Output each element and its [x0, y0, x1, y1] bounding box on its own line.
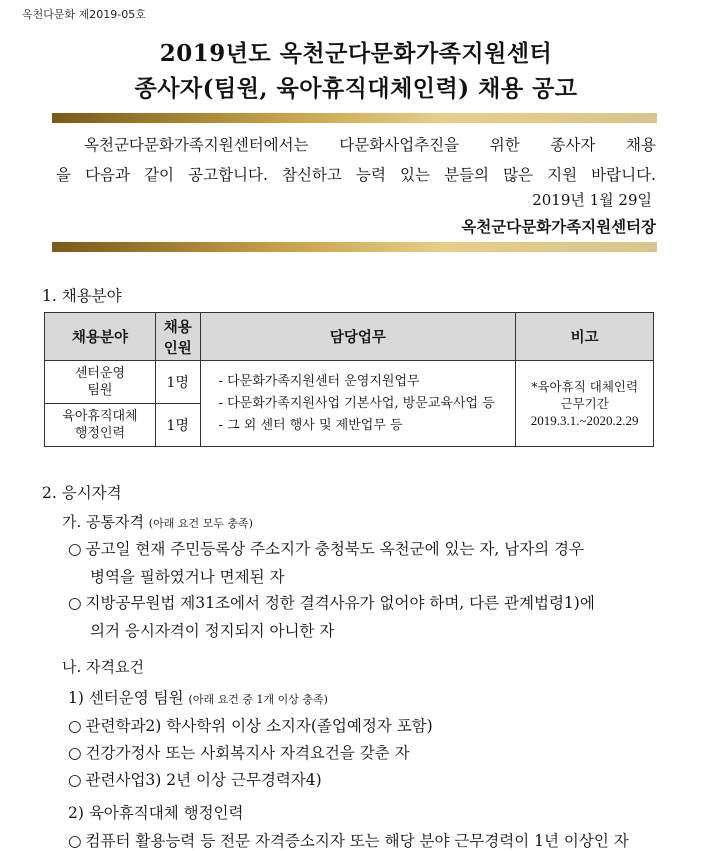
subsection-common-note: (아래 요건 모두 충족) [148, 517, 253, 530]
duty-item: - 다문화가족지원사업 기본사업, 방문교육사업 등 [218, 395, 495, 411]
header-count-line2: 인원 [163, 339, 192, 357]
circle-bullet-icon: ○ [68, 744, 82, 762]
list-item [68, 768, 322, 790]
gold-divider-bottom [52, 242, 657, 252]
section-qualifications: 2. 응시자격 [42, 484, 122, 502]
count-cell: 1명 [155, 361, 200, 404]
section-recruit-field: 1. 채용분야 [42, 287, 122, 305]
req1-item: 관련사업3) 2년 이상 근무경력자4) [85, 771, 322, 789]
announcement-date: 2019년 1월 29일 [532, 191, 652, 209]
requirement-2-heading: 2) 육아휴직대체 행정인력 [68, 804, 244, 822]
common-2-line2: 의거 응시자격이 정지되지 아니한 자 [90, 622, 335, 640]
table-header-row [45, 313, 654, 361]
subsection-common [62, 511, 253, 532]
document-number: 옥천다문화 제2019-05호 [22, 8, 146, 21]
req1-item: 관련학과2) 학사학위 이상 소지자(졸업예정자 포함) [85, 717, 433, 735]
circle-bullet-icon: ○ [68, 717, 82, 735]
field-line1: 센터운영 [74, 366, 126, 381]
common-2-line1: 지방공무원법 제31조에서 정한 결격사유가 없어야 하며, 다른 관계법령1)에 [85, 594, 595, 612]
subsection-requirements: 나. 자격요건 [62, 658, 144, 676]
note-cell [516, 361, 654, 447]
note-line1: *육아휴직 대체인력 [531, 379, 639, 394]
common-1-line2: 병역을 필하였거나 면제된 자 [90, 568, 285, 586]
field-cell [45, 404, 156, 447]
subsection-common-label: 가. 공통자격 [62, 513, 144, 531]
circle-bullet-icon: ○ [68, 771, 82, 789]
gold-divider-top [52, 113, 657, 123]
req1-item: 건강가정사 또는 사회복지사 자격요건을 갖춘 자 [85, 744, 410, 762]
req2-item: 컴퓨터 활용능력 등 전문 자격증소지자 또는 해당 분야 근무경력이 1년 이상인 자 [85, 832, 629, 850]
field-line2: 팀원 [87, 383, 113, 398]
header-count-line1: 채용 [163, 318, 192, 336]
circle-bullet-icon: ○ [68, 832, 82, 850]
req1-note: (아래 요건 중 1개 이상 충족) [188, 693, 328, 706]
duty-item: - 그 외 센터 행사 및 제반업무 등 [218, 417, 403, 433]
table-row [45, 361, 654, 404]
recruit-table [44, 312, 654, 447]
title-line-2: 종사자(팀원, 육아휴직대체인력) 채용 공고 [134, 75, 578, 102]
title-line-1: 2019년도 옥천군다문화가족지원센터 [159, 40, 553, 67]
header-field: 채용분야 [45, 313, 156, 361]
note-line3: 2019.3.1.~2020.2.29 [530, 413, 639, 428]
circle-bullet-icon: ○ [68, 540, 82, 558]
list-item [68, 741, 410, 763]
intro-line-2: 을 다음과 같이 공고합니다. 참신하고 능력 있는 분들의 많은 지원 바랍니다. [56, 166, 656, 184]
note-line2: 근무기간 [560, 396, 609, 411]
list-item [68, 535, 658, 591]
duty-cell [200, 361, 516, 447]
field-line2: 행정인력 [74, 426, 126, 441]
header-note: 비고 [516, 313, 654, 361]
requirement-1-heading [68, 686, 328, 708]
field-cell [45, 361, 156, 404]
circle-bullet-icon: ○ [68, 594, 82, 612]
list-item [68, 829, 629, 851]
signer: 옥천군다문화가족지원센터장 [461, 217, 656, 236]
list-item [68, 589, 658, 645]
header-duty: 담당업무 [200, 313, 516, 361]
common-1-line1: 공고일 현재 주민등록상 주소지가 충청북도 옥천군에 있는 자, 남자의 경우 [85, 540, 584, 558]
field-line1: 육아휴직대체 [62, 409, 138, 424]
list-item [68, 714, 433, 736]
header-count [155, 313, 200, 361]
count-cell: 1명 [155, 404, 200, 447]
req1-label: 1) 센터운영 팀원 [68, 689, 184, 707]
duty-item: - 다문화가족지원센터 운영지원업무 [218, 373, 420, 389]
intro-line-1: 옥천군다문화가족지원센터에서는 다문화사업추진을 위한 종사자 채용 [84, 136, 656, 154]
